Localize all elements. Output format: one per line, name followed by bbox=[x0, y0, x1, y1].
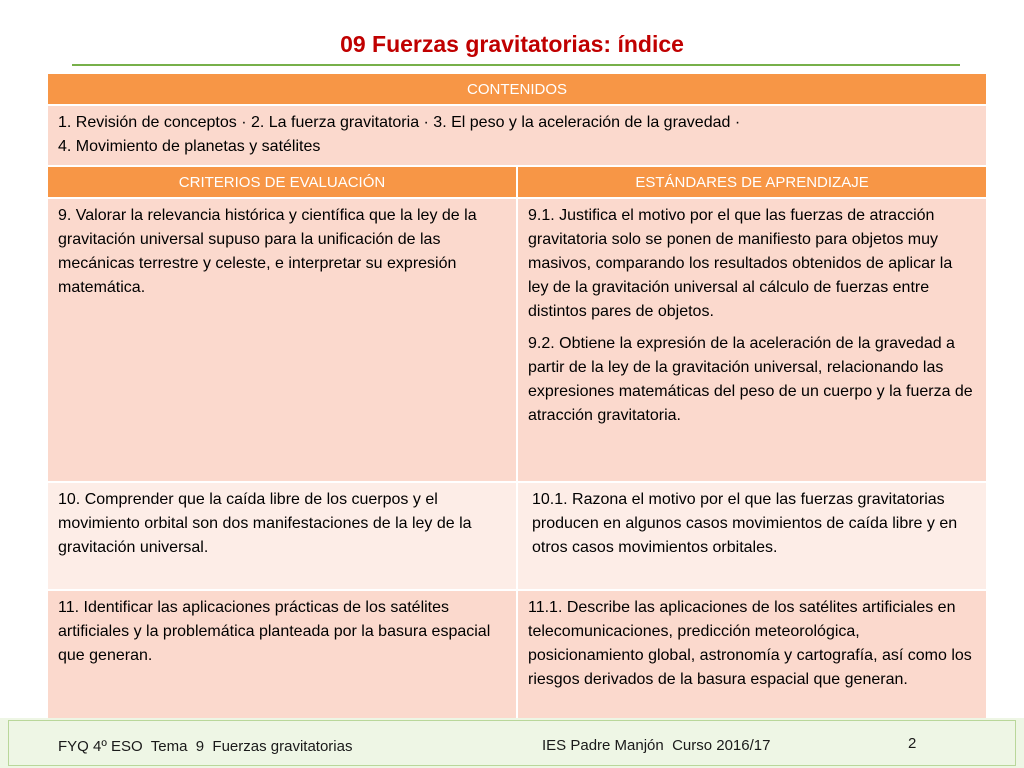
contenidos-line-2: 4. Movimiento de planetas y satélites bbox=[58, 138, 321, 155]
page-title: 09 Fuerzas gravitatorias: índice bbox=[340, 31, 684, 57]
footer-course: FYQ 4º ESO Tema 9 Fuerzas gravitatorias bbox=[58, 738, 353, 755]
estandar-cell bbox=[517, 482, 987, 590]
estandar-text: 10.1. Razona el motivo por el que las fuerzas gravitatorias producen en algunos casos movimientos de caída libre y en otros casos movimientos orbitales. bbox=[532, 491, 958, 556]
estandar-text: 11.1. Describe las aplicaciones de los satélites artificiales en telecomunicaciones, predicción meteorológica, posicionamiento global, astronomía y cartografía, así como los riesgos derivados de la basura espacial que generan. bbox=[528, 599, 972, 688]
title-divider bbox=[72, 64, 960, 66]
page-number: 2 bbox=[908, 735, 917, 752]
criterio-text: 9. Valorar la relevancia histórica y científica que la ley de la gravitación universal supuso para la unificación de las mecánicas terrestre y celeste, e interpretar su expresión matemática. bbox=[58, 207, 477, 296]
criterios-header: CRITERIOS DE EVALUACIÓN bbox=[47, 166, 517, 198]
table-row bbox=[47, 198, 987, 482]
table-row bbox=[47, 590, 987, 722]
contenidos-row bbox=[47, 105, 987, 166]
criterio-text: 10. Comprender que la caída libre de los cuerpos y el movimiento orbital son dos manifestaciones de la ley de la gravitación universal. bbox=[58, 491, 472, 556]
estandar-cell bbox=[517, 198, 987, 482]
footer-school: IES Padre Manjón Curso 2016/17 bbox=[542, 737, 771, 754]
criterio-text: 11. Identificar las aplicaciones prácticas de los satélites artificiales y la problemática planteada por la basura espacial que generan. bbox=[58, 599, 491, 664]
estandar-cell bbox=[517, 590, 987, 722]
criterio-cell bbox=[47, 482, 517, 590]
contenidos-line-1: 1. Revisión de conceptos · 2. La fuerza gravitatoria · 3. El peso y la aceleración de la gravedad · bbox=[58, 114, 741, 131]
estandar-text: 9.1. Justifica el motivo por el que las fuerzas de atracción gravitatoria solo se ponen de manifiesto para objetos muy masivos, comparando los resultados obtenidos de aplicar la ley de la gravitación universal al cálculo de fuerzas entre distintos pares de objetos. bbox=[528, 207, 953, 320]
table-row bbox=[47, 482, 987, 590]
contenidos-header-row bbox=[47, 73, 987, 105]
index-table bbox=[46, 72, 988, 723]
estandares-header: ESTÁNDARES DE APRENDIZAJE bbox=[517, 166, 987, 198]
contenidos-cell bbox=[47, 105, 987, 166]
contenidos-header: CONTENIDOS bbox=[47, 73, 987, 105]
criterio-cell bbox=[47, 590, 517, 722]
columns-header-row bbox=[47, 166, 987, 198]
estandar-text: 9.2. Obtiene la expresión de la aceleración de la gravedad a partir de la ley de la gravitación universal, relacionando las expresiones matemáticas del peso de un cuerpo y la fuerza de atracción gravitatoria. bbox=[528, 335, 973, 424]
criterio-cell bbox=[47, 198, 517, 482]
